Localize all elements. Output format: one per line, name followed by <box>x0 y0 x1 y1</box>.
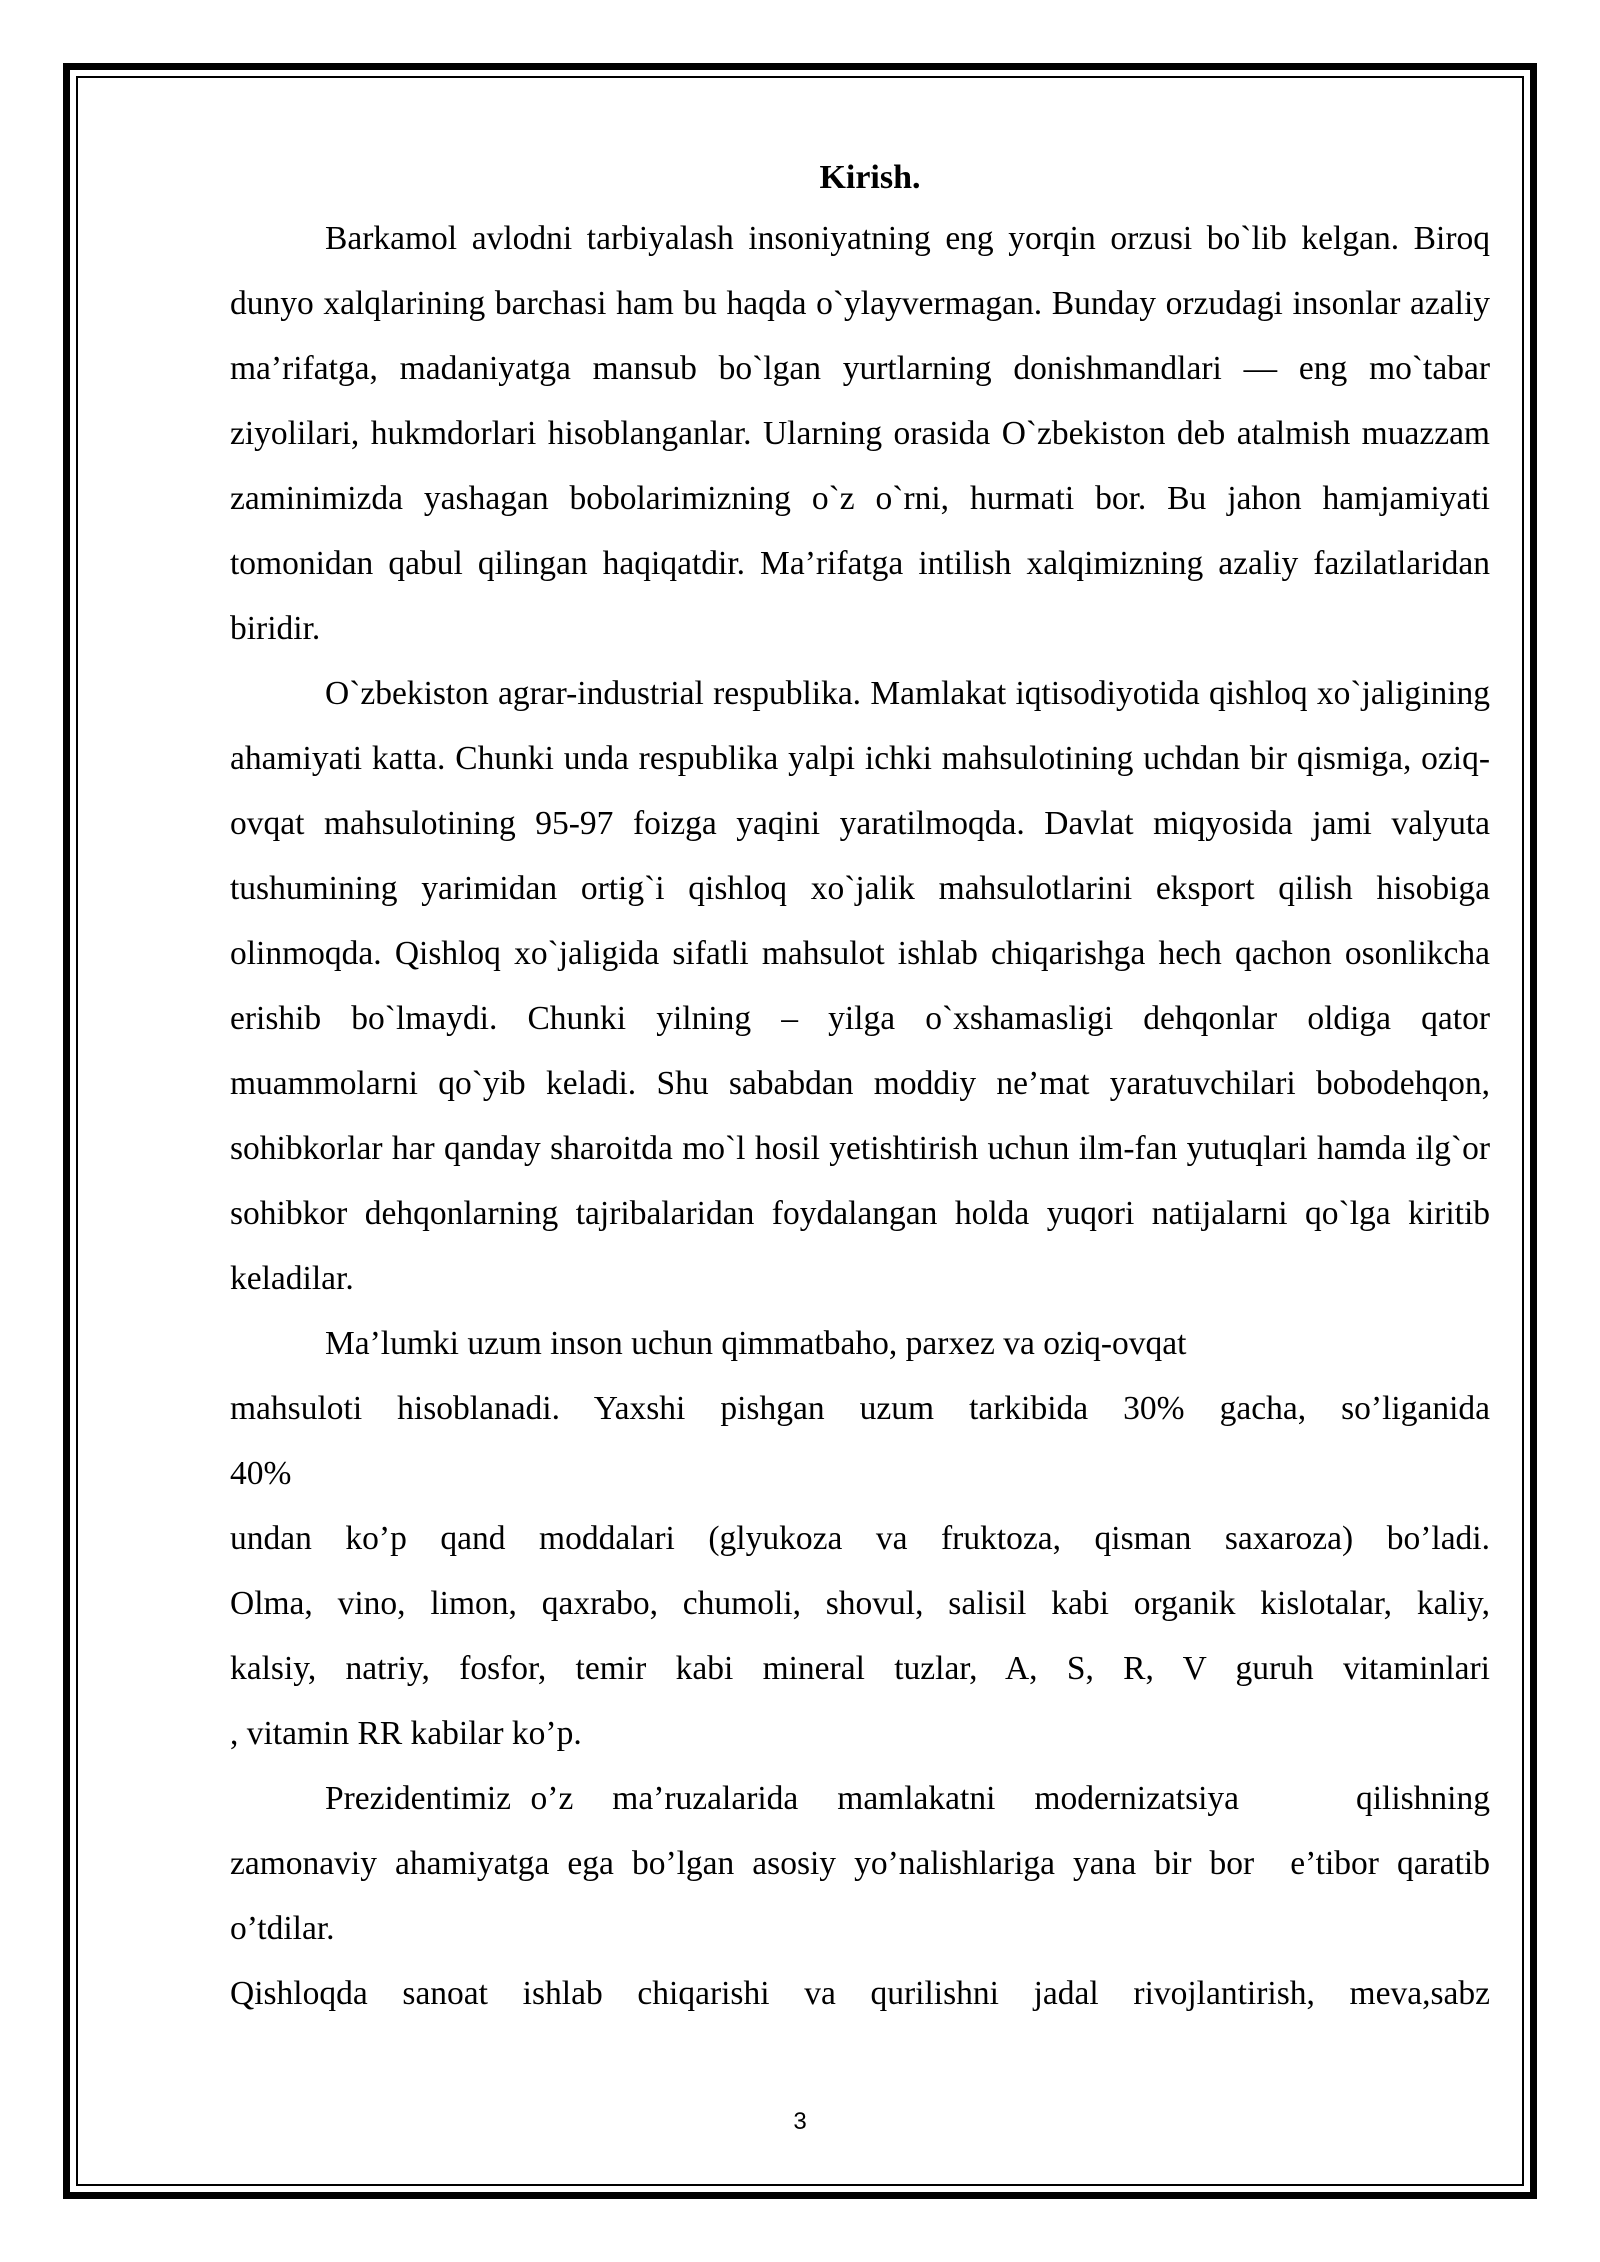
paragraph-3-line-1: Ma’lumki uzum inson uchun qimmatbaho, parxez va oziq-ovqat <box>325 1325 1187 1362</box>
paragraph-5: Qishloqda sanoat ishlab chiqarishi va qurilishni jadal rivojlantirish, meva,sabz <box>230 1975 1490 2012</box>
paragraph-2: O`zbekiston agrar-industrial respublika. Mamlakat iqtisodiyotida qishloq xo`jaligining ahamiyati katta. Chunki unda respublika yalpi ichki mahsulotining uchdan bir qismiga, oziq-ovqat mahsulotining 95-97 foizga yaqini yaratilmoqda. Davlat miqyosida jami valyuta tushumining yarimidan ortig`i qishloq xo`jalik mahsulotlarini eksport qilish hisobiga olinmoqda. Qishloq xo`jaligida sifatli mahsulot ishlab chiqarishga hech qachon osonlikcha erishib bo`lmaydi. Chunki yilning – yilga o`xshamasligi dehqonlar oldiga qator muammolarni qo`yib keladi. Shu sababdan moddiy ne’mat yaratuvchilari bobodehqon, sohibkorlar har qanday sharoitda mo`l hosil yetishtirish uchun ilm-fan yutuqlari hamda ilg`or sohibkor dehqonlarning tajribalaridan foydalangan holda yuqori natijalarni qo`lga kiritib keladilar. <box>230 675 1490 1297</box>
paragraph-3-line-5: Olma, vino, limon, qaxrabo, chumoli, shovul, salisil kabi organik kislotalar, kaliy, <box>230 1585 1490 1622</box>
page-number: 3 <box>793 2108 807 2135</box>
paragraph-3 <box>230 1311 1490 1766</box>
paragraph-3-line-2: mahsuloti hisoblanadi. Yaxshi pishgan uzum tarkibida 30% gacha, so’liganida <box>230 1390 1490 1427</box>
paragraph-4: Prezidentimiz o’z ma’ruzalarida mamlakatni modernizatsiya qilishning zamonaviy ahamiyatga ega bo’lgan asosiy yo’nalishlariga yana bir bor e’tibor qaratib o’tdilar. <box>230 1780 1499 1947</box>
paragraph-3-line-3: 40% <box>230 1455 292 1492</box>
paragraph-3-line-7: , vitamin RR kabilar ko’p. <box>230 1715 582 1752</box>
paragraph-1: Barkamol avlodni tarbiyalash insoniyatning eng yorqin orzusi bo`lib kelgan. Biroq dunyo xalqlarining barchasi ham bu haqda o`ylayvermagan. Bunday orzudagi insonlar azaliy ma’rifatga, madaniyatga mansub bo`lgan yurtlarning donishmandlari — eng mo`tabar ziyolilari, hukmdorlari hisoblanganlar. Ularning orasida O`zbekiston deb atalmish muazzam zaminimizda yashagan bobolarimizning o`z o`rni, hurmati bor. Bu jahon hamjamiyati tomonidan qabul qilingan haqiqatdir. Ma’rifatga intilish xalqimizning azaliy fazilatlaridan biridir. <box>230 220 1490 647</box>
document-body <box>230 150 1499 2026</box>
paragraph-3-line-4: undan ko’p qand moddalari (glyukoza va fruktoza, qisman saxaroza) bo’ladi. <box>230 1520 1490 1557</box>
document-title: Kirish. <box>819 159 921 196</box>
paragraph-3-line-6: kalsiy, natriy, fosfor, temir kabi mineral tuzlar, A, S, R, V guruh vitaminlari <box>230 1650 1490 1687</box>
